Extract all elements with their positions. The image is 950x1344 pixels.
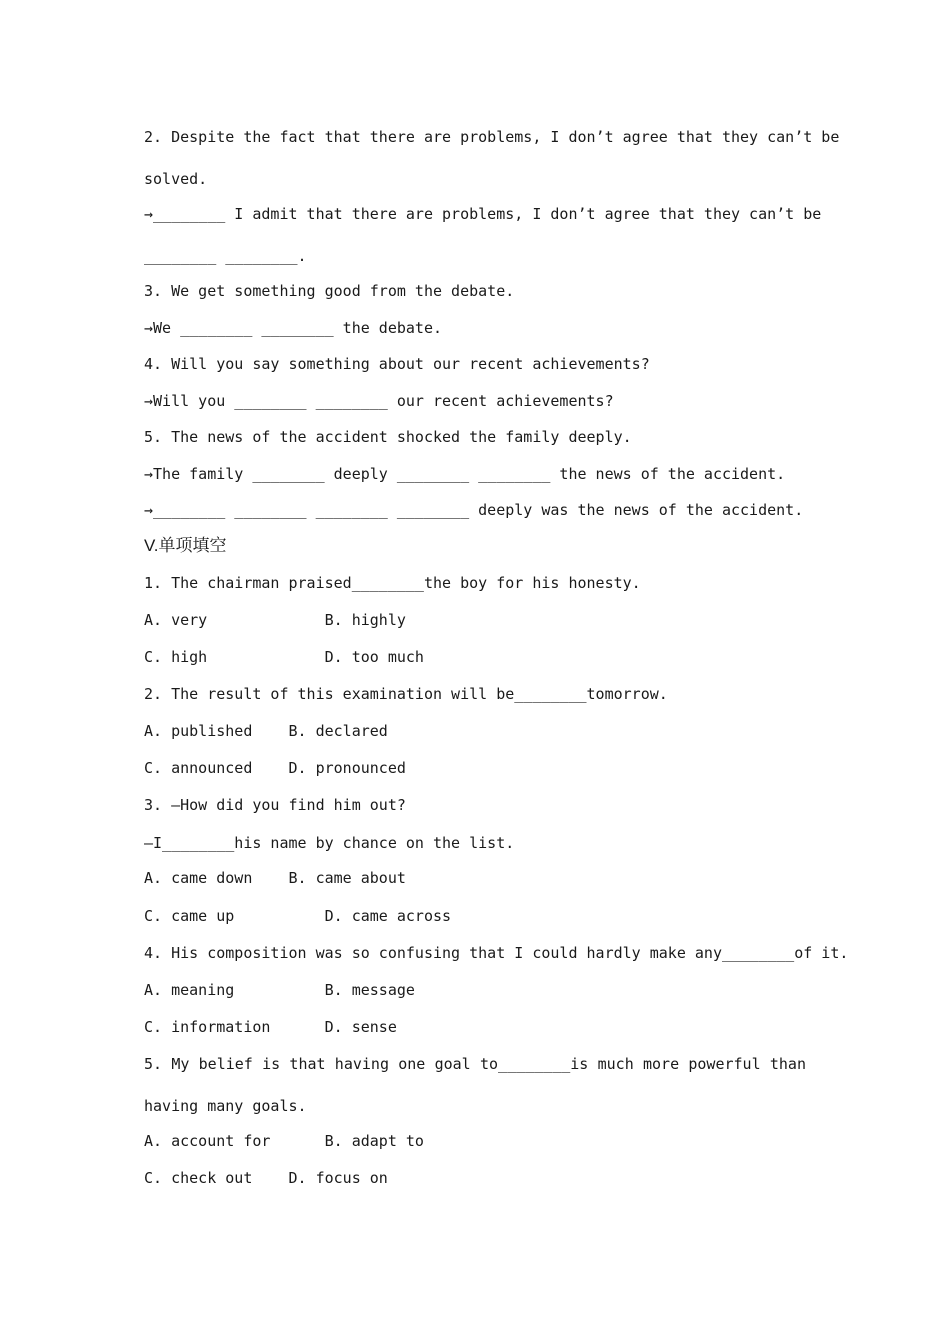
mc1-question: 1. The chairman praised________the boy for his honesty. <box>144 574 641 592</box>
mc1-options-ab: A. very B. highly <box>144 611 406 629</box>
mc5-options-ab: A. account for B. adapt to <box>144 1132 424 1150</box>
q5-rewrite-1: →The family ________ deeply ________ ________ the news of the accident. <box>144 465 786 483</box>
mc5-question-line1: 5. My belief is that having one goal to________is much more powerful than <box>144 1055 806 1073</box>
section-heading: V.单项填空 <box>144 536 227 555</box>
mc3-options-cd: C. came up D. came across <box>144 907 452 925</box>
q2-rewrite-line1: →________ I admit that there are problems, I don’t agree that they can’t be <box>144 205 822 223</box>
mc4-options-ab: A. meaning B. message <box>144 981 415 999</box>
q3-sentence: 3. We get something good from the debate. <box>144 282 515 300</box>
mc5-options-cd: C. check out D. focus on <box>144 1169 388 1187</box>
mc3-answer: —I________his name by chance on the list. <box>144 834 515 852</box>
q4-rewrite: →Will you ________ ________ our recent achievements? <box>144 392 614 410</box>
q2-sentence-line1: 2. Despite the fact that there are problems, I don’t agree that they can’t be <box>144 128 840 146</box>
mc1-options-cd: C. high D. too much <box>144 648 424 666</box>
mc2-options-ab: A. published B. declared <box>144 722 388 740</box>
mc2-options-cd: C. announced D. pronounced <box>144 759 406 777</box>
mc4-question: 4. His composition was so confusing that I could hardly make any________of it. <box>144 944 849 962</box>
mc3-question: 3. —How did you find him out? <box>144 796 406 814</box>
q5-rewrite-2: →________ ________ ________ ________ deeply was the news of the accident. <box>144 501 804 519</box>
q2-sentence-line2: solved. <box>144 170 208 188</box>
mc3-options-ab: A. came down B. came about <box>144 869 406 887</box>
mc5-question-line2: having many goals. <box>144 1097 307 1115</box>
q2-rewrite-line2: ________ ________. <box>144 247 307 265</box>
q4-sentence: 4. Will you say something about our recent achievements? <box>144 355 650 373</box>
mc2-question: 2. The result of this examination will be________tomorrow. <box>144 685 668 703</box>
mc4-options-cd: C. information D. sense <box>144 1018 397 1036</box>
q3-rewrite: →We ________ ________ the debate. <box>144 319 443 337</box>
q5-sentence: 5. The news of the accident shocked the family deeply. <box>144 428 632 446</box>
